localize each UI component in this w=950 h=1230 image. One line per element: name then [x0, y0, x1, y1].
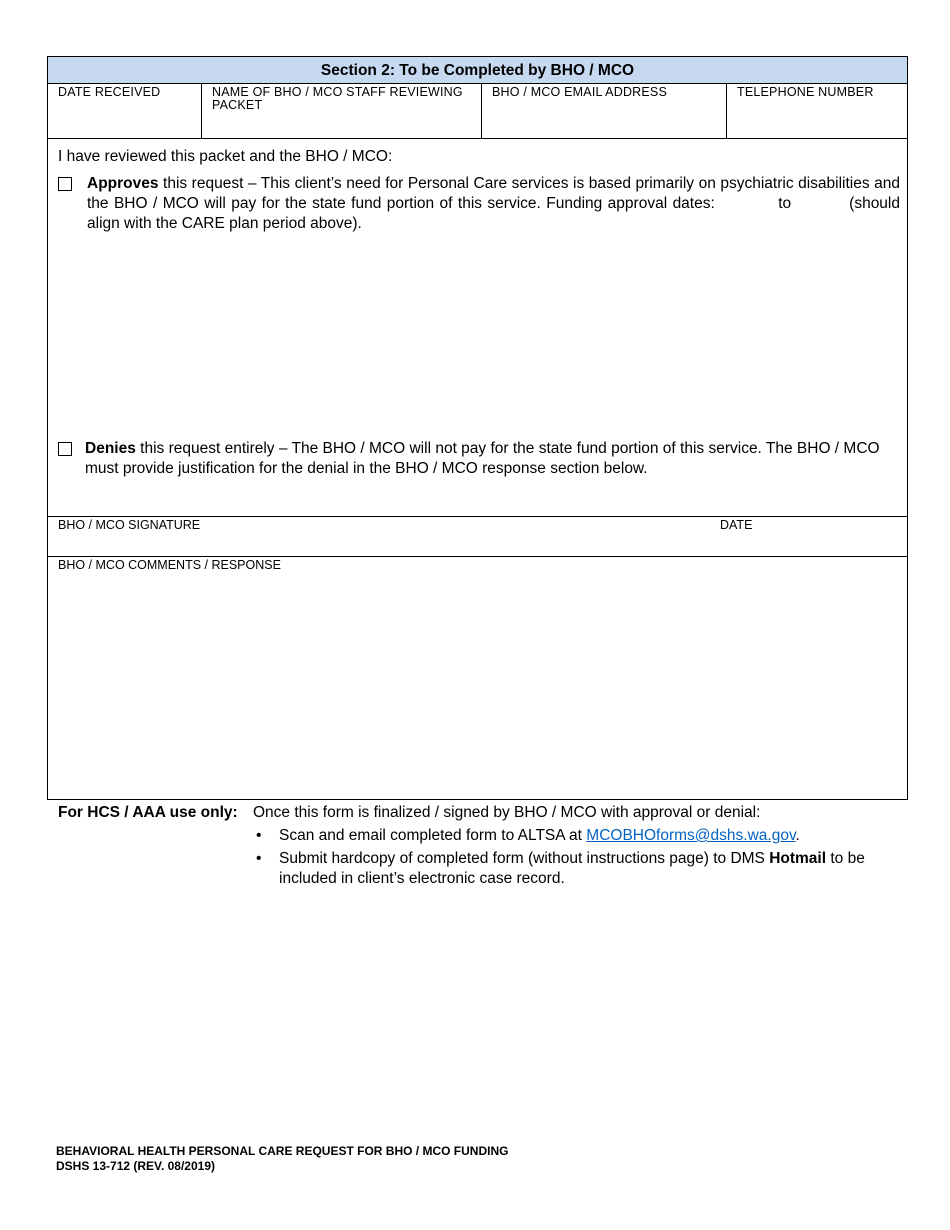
bullet-icon: •: [256, 827, 262, 844]
approve-text-part1: this request – This client’s need for Personal Care services is based primarily on psychiatric disabilities and the BHO / MCO will pay for the state fund portion of this service. Funding approval dates:: [87, 175, 900, 212]
deny-text: [58, 439, 900, 479]
signature-date-label: DATE: [720, 518, 753, 532]
approve-to: to: [778, 195, 792, 212]
review-intro: I have reviewed this packet and the BHO / MCO:: [58, 148, 393, 165]
signature-date-field[interactable]: [720, 517, 900, 556]
hcs-list: [253, 826, 883, 892]
hcs-label: For HCS / AAA use only:: [58, 804, 238, 821]
approve-text-part2: (should align with the CARE plan period above).: [87, 195, 900, 232]
date-received-label: DATE RECEIVED: [58, 85, 161, 99]
bullet-icon: •: [256, 850, 262, 867]
footer-title: BEHAVIORAL HEALTH PERSONAL CARE REQUEST FOR BHO / MCO FUNDING: [56, 1144, 509, 1158]
signature-row: [48, 517, 907, 557]
item1-text: Scan and email completed form to ALTSA at: [279, 827, 587, 844]
comments-label: BHO / MCO COMMENTS / RESPONSE: [58, 558, 281, 572]
list-item: [253, 826, 883, 846]
approve-option: [58, 174, 900, 234]
approve-bold: Approves: [87, 175, 159, 192]
deny-text-body: this request entirely – The BHO / MCO will not pay for the state fund portion of this service. The BHO / MCO must provide justification for the denial in the BHO / MCO response section below.: [85, 440, 880, 477]
item2-text: Submit hardcopy of completed form (without instructions page) to DMS: [279, 850, 770, 867]
email-field[interactable]: [482, 84, 727, 138]
telephone-label: TELEPHONE NUMBER: [737, 85, 874, 99]
hcs-intro: Once this form is finalized / signed by BHO / MCO with approval or denial:: [253, 804, 761, 821]
approve-text: [58, 174, 900, 234]
deny-bold: Denies: [85, 440, 136, 457]
email-link[interactable]: MCOBHOforms@dshs.wa.gov: [586, 827, 796, 844]
comments-field[interactable]: [48, 557, 907, 800]
item1-post: .: [795, 827, 800, 844]
review-section: [48, 139, 907, 517]
date-received-field[interactable]: [48, 84, 202, 138]
deny-option: [58, 439, 900, 479]
item2-post: to be included in client’s electronic case record.: [279, 850, 865, 887]
list-item: [253, 849, 883, 889]
approve-checkbox[interactable]: [58, 177, 72, 191]
staff-name-field[interactable]: [202, 84, 482, 138]
footer-form-number: DSHS 13-712 (REV. 08/2019): [56, 1159, 215, 1173]
bho-mco-section-form: [47, 56, 908, 800]
staff-name-label: NAME OF BHO / MCO STAFF REVIEWING PACKET: [212, 85, 463, 112]
item2-bold: Hotmail: [769, 850, 827, 867]
section-header: Section 2: To be Completed by BHO / MCO: [48, 57, 907, 84]
email-label: BHO / MCO EMAIL ADDRESS: [492, 85, 668, 99]
signature-field[interactable]: [58, 517, 708, 556]
deny-checkbox[interactable]: [58, 442, 72, 456]
contact-row: [48, 84, 907, 139]
telephone-field[interactable]: [727, 84, 907, 138]
form-footer: [56, 1144, 508, 1174]
signature-label: BHO / MCO SIGNATURE: [58, 518, 201, 532]
